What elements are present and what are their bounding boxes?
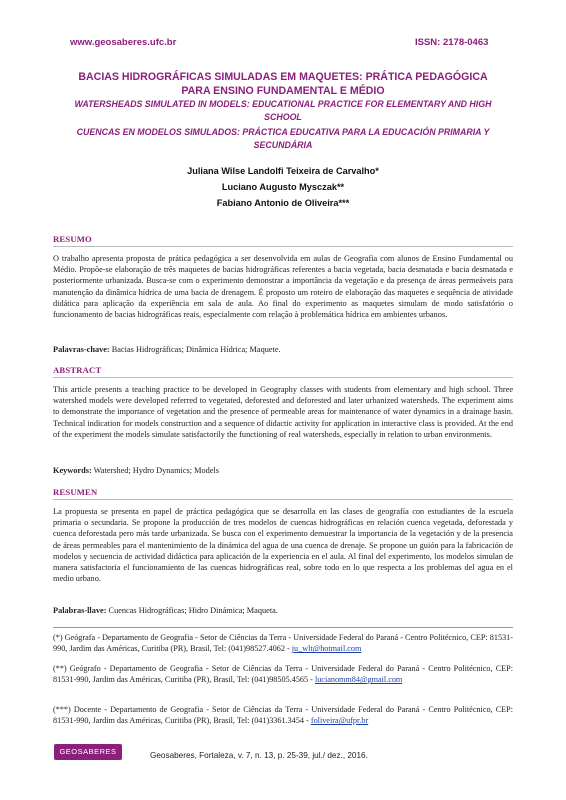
title-en-line-1: WATERSHEADS SIMULATED IN MODELS: EDUCATIONAL PRACTICE FOR ELEMENTARY AND HIGH xyxy=(74,99,492,109)
resumo-heading: RESUMO xyxy=(53,234,513,247)
resumo-keywords-value: Bacias Hidrográficas; Dinâmica Hídrica; Maquete. xyxy=(109,345,281,354)
abstract-keywords xyxy=(53,466,513,475)
author-3: Fabiano Antonio de Oliveira*** xyxy=(216,198,350,208)
footnote-3-text: (***) Docente - Departamento de Geografia - Setor de Ciências da Terra - Universidade Federal do Paraná - Centro Politécnico, CEP: 81531-990, Jardim das Américas, Curitiba (PR), Brasil, Tel: (041)3361.3454 - xyxy=(53,705,513,726)
title-es-line-2: SECUNDÁRIA xyxy=(253,140,313,150)
resumo-keywords xyxy=(53,345,513,354)
footnote-2-text: (**) Geógrafo - Departamento de Geografia - Setor de Ciências da Terra - Universidade Federal do Paraná - Centro Politécnico, CEP: 81531-990, Jardim das Américas, Curitiba (PR), Brasil, Tel: (041)98505.4565 - xyxy=(53,664,513,685)
resumen-keywords-value: Cuencas Hidrográficas; Hidro Dinámica; Maqueta. xyxy=(106,606,278,615)
footnote-divider xyxy=(53,627,513,628)
footnote-3 xyxy=(53,704,513,726)
footnote-3-email-link[interactable]: foliveira@ufpr.br xyxy=(310,716,369,726)
author-1: Juliana Wilse Landolfi Teixeira de Carvalho* xyxy=(187,166,379,176)
site-url[interactable]: www.geosaberes.ufc.br xyxy=(70,37,177,48)
abstract-heading: ABSTRACT xyxy=(53,365,513,378)
title-es xyxy=(0,126,566,152)
title-pt xyxy=(0,70,566,98)
resumo-text: O trabalho apresenta proposta de prática pedagógica a ser desenvolvida em aulas de Geografia com alunos de Ensino Fundamental ou Médio. Propõe-se elaboração de três maquetes de bacias hidrográficas referentes a bacia vegetada, bacia desmatada e bacia desmatada e posteriormente urbanizada. Busca-se com o experimento demonstrar a importância da vegetação e da presença de áreas permeáveis para manutenção da dinâmica hídrica de uma bacia de drenagem. É proposto um roteiro de elaboração das maquetes e sequência de atividade didática para aplicação da experiência em sala de aula. Ao final do experimento as maquetes simulam de modo satisfatório o funcionamento de bacias hidrográficas reais, especialmente com relação à problemática hídrica em ambientes urbanos. xyxy=(53,254,513,320)
title-es-line-1: CUENCAS EN MODELOS SIMULADOS: PRÁCTICA EDUCATIVA PARA LA EDUCACIÓN PRIMARIA Y xyxy=(76,127,490,137)
title-pt-line-2: PARA ENSINO FUNDAMENTAL E MÉDIO xyxy=(181,85,385,97)
abstract-keywords-value: Watershed; Hydro Dynamics; Models xyxy=(91,466,220,475)
footnote-1-email-link[interactable]: ju_wlt@hotmail.com xyxy=(291,644,362,654)
title-en xyxy=(0,98,566,124)
title-en-line-2: SCHOOL xyxy=(264,112,302,122)
footnote-2-email-link[interactable]: lucianomm84@gmail.com xyxy=(314,675,403,685)
geosaberes-logo: GEOSABERES xyxy=(54,744,122,760)
issn: ISSN: 2178-0463 xyxy=(415,37,489,48)
resumen-heading: RESUMEN xyxy=(53,487,513,500)
citation-footer: Geosaberes, Fortaleza, v. 7, n. 13, p. 25-39, jul./ dez., 2016. xyxy=(150,751,368,760)
author-2: Luciano Augusto Mysczak** xyxy=(221,182,345,192)
resumo-keywords-label: Palavras-chave: xyxy=(53,345,110,354)
footnote-1-text: (*) Geógrafa - Departamento de Geografia - Setor de Ciências da Terra - Universidade Federal do Paraná - Centro Politécnico, CEP: 81531-990, Jardim das Américas, Curitiba (PR), Brasil, Tel: (041)98527.4062 - xyxy=(53,633,513,654)
footnote-2 xyxy=(53,663,513,685)
resumen-text: La propuesta se presenta en papel de práctica pedagógica que se desarrolla en las clases de geografía con estudiantes de la escuela primaria o secundaria. Se propone la producción de tres modelos de cuencas hidrográficas en relación cuenca vegetada, deforestada y cuenca deforestada pero más tarde urbanizada. Se busca con el experimento demuestrar la importancia de la vegetación y de la presencia de áreas permeables para el mantenimiento de la dinámica del agua de una cuenca de drenaje. Se propone un guión para la fabricación de modelos y secuencia de actividad didáctica para aplicación de la experiencia en el aula. Al final del experimento, los modelos simulan de manera satisfactoria el funcionamiento de las cuencas hidrográficas real, sobre todo en lo que respecta a los problemas del agua en el medio urbano. xyxy=(53,507,513,584)
abstract-keywords-label: Keywords: xyxy=(53,466,92,475)
footnote-1 xyxy=(53,632,513,654)
resumen-keywords xyxy=(53,606,513,615)
resumen-keywords-label: Palabras-llave: xyxy=(53,606,107,615)
author-list xyxy=(0,163,566,211)
abstract-text: This article presents a teaching practice to be developed in Geography classes with students from elementary and high school. Three watershed models were developed referred to vegetated, deforested and deforested and later urbanized watersheds. The experiment aims to demonstrate the importance of vegetation and the presence of permeable areas for maintenance of water dynamics in a drainage basin. Technical indication for models construction and a sequence of didactic activity for application in interactive class is provided. At the end of the experiment the models simulate satisfactorily the functioning of real watersheds, especially in relation to urban environments. xyxy=(53,385,513,439)
title-pt-line-1: BACIAS HIDROGRÁFICAS SIMULADAS EM MAQUETES: PRÁTICA PEDAGÓGICA xyxy=(78,71,488,83)
